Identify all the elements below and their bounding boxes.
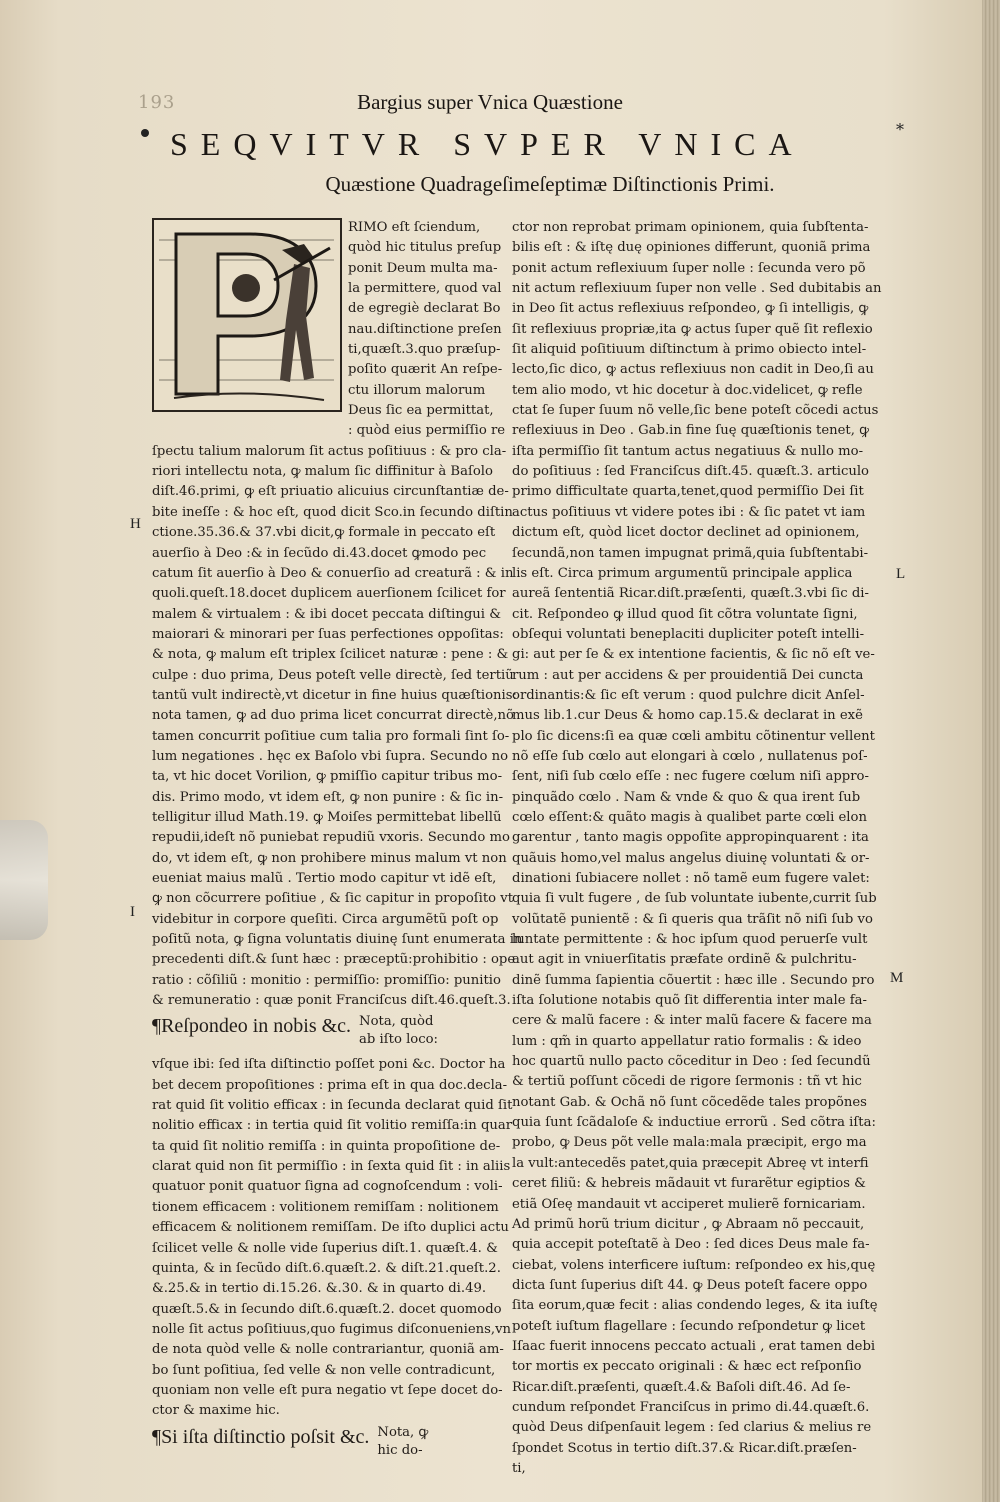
text-line: nolitio efficax : in tertia quid ſit volitio remiſſa:in quar	[152, 1118, 513, 1134]
right-column	[512, 218, 897, 1479]
note-line: Nota, quòd	[359, 1014, 434, 1030]
text-line: quia ſunt ſcãdaloſe & inductiue errorũ . Sed cõtra iſta:	[512, 1115, 876, 1131]
text-line: ta, vt hic docet Vorilion, ꝙ pmiſſio capitur tribus mo-	[152, 769, 503, 785]
text-line: bet decem propoſitiones : prima eſt in qua doc.decla-	[152, 1077, 508, 1093]
text-line: tionem efficacem : volitionem remiſſam : nolitionem	[152, 1199, 499, 1215]
text-line: rum : aut per accidens & per prouidentiã Dei cuncta	[512, 667, 864, 683]
text-line: maiorari & minorari per ſuas perfectiones oppoſitas:	[152, 626, 504, 642]
section-title: SEQVITVR SVPER VNICA	[170, 126, 805, 162]
text-line: bo ſunt poſitiua, ſed velle & non velle contradicunt,	[152, 1362, 496, 1378]
text-line: ſecundã,non tamen impugnat primã,quia ſubſtentabi-	[512, 545, 869, 561]
text-line: ſcilicet velle & nolle vide ſuperius diſt.1. quæſt.4. &	[152, 1240, 498, 1256]
text-line: ti,quæſt.3.quo præſup-	[348, 342, 501, 358]
text-line: poteſt iuſtum flagellare : ſecundo reſpondetur ꝙ licet	[512, 1318, 866, 1334]
text-line: quoli.queſt.18.docet duplicem auerſionem ſcilicet for	[152, 586, 506, 602]
text-line: nolle ſit actus poſitiuus,quo fugimus diſconueniens,vn	[152, 1321, 512, 1337]
text-line: hoc quartũ nullo pacto cõceditur in Deo : ſed ſecundũ	[512, 1054, 871, 1070]
note-line: Nota, ꝙ	[377, 1424, 429, 1440]
text-line: ta quid ſit nolitio remiſſa : in quinta propoſitione de-	[152, 1138, 501, 1154]
text-line: dictum eſt, quòd licet doctor declinet ad opinionem,	[512, 525, 860, 541]
subheading-si-ista	[152, 1424, 504, 1464]
text-line: primo difficultate quarta,tenet,quod permiſſio Dei ſit	[512, 484, 864, 500]
text-line: ordinantis:& ſic eſt verum : quod pulchre dicit Anſel-	[512, 687, 865, 703]
text-line: dinationi ſubiacere nollet : nõ tamẽ eum fugere valet:	[512, 871, 870, 886]
text-line: ctor & maxime hic.	[152, 1403, 280, 1419]
text-line: poſito quærit An reſpe-	[348, 362, 503, 378]
text-line: cit. Reſpondeo ꝙ illud quod ſit cõtra voluntate ſigni,	[512, 606, 858, 622]
text-line: videbitur in corpore queſiti. Circa argumẽtũ poſt op	[152, 911, 499, 927]
text-line: ſit aliquid poſitiuum diſtinctum à primo obiecto intel-	[512, 342, 867, 358]
subheading-note	[351, 1013, 438, 1049]
text-line: cœlo eſſent:& quãto magis à qualibet parte cœli elon	[512, 809, 867, 825]
text-line: ſent, niſi ſub cœlo eſſe : nec fugere cœlum niſi appro-	[512, 769, 869, 785]
text-line: ponit actum reflexiuum ſuper nolle : ſecunda vero põ	[512, 260, 866, 276]
text-line: obſequi voluntati beneplaciti dupliciter poteſt intelli-	[512, 626, 865, 642]
initial-wrapped-text	[152, 218, 504, 442]
text-line: quinta, & in ſecũdo diſt.6.quæſt.2. & diſt.21.queſt.2.	[152, 1260, 501, 1276]
text-line: eueniat maius malũ . Tertio modo capitur vt idẽ eſt,	[152, 871, 497, 886]
text-line: de egregiè declarat Bo	[348, 301, 501, 317]
text-line: lum negationes . hęc ex Baſolo vbi ſupra. Secundo no	[152, 748, 509, 764]
text-line: tamen concurrit poſitiue cum talia pro formali ſint ſo-	[152, 728, 510, 744]
text-line: vſque ibi: ſed iſta diſtinctio poſſet poni &c. Doctor ha	[152, 1057, 506, 1073]
text-line: diſt.46.primi, ꝙ eſt priuatio alicuius circunſtantiæ de-	[152, 484, 509, 500]
text-line: ctat ſe ſuper ſuum nõ velle,ſic bene poteſt cõcedi actus	[512, 403, 879, 419]
text-line: RIMO eſt ſciendum,	[348, 220, 481, 235]
text-line: Ricar.diſt.præſenti, quæſt.4.& Baſoli diſt.46. Ad ſe-	[512, 1379, 851, 1395]
text-line: Iſaac fuerit innocens peccato actuali , erat tamen debi	[512, 1338, 876, 1354]
text-line: bite ineſſe : & hoc eſt, quod dicit Sco.in ſecundo diſtin	[152, 504, 513, 520]
text-line: & nota, ꝙ malum eſt triplex ſcilicet naturæ : pene : &	[152, 647, 509, 663]
text-line: dicta ſunt ſuperius diſt 44. ꝙ Deus poteſt facere oppo	[512, 1277, 868, 1293]
margin-letter-m: M	[890, 970, 904, 986]
text-line: notant Gab. & Ochã nõ ſunt cõcedẽde tales propõnes	[512, 1094, 867, 1110]
text-line: repudii,ideſt nõ puniebat repudiũ vxoris. Secundo mo	[152, 830, 510, 846]
text-line: la permittere, quod val	[348, 281, 502, 297]
text-line: culpe : duo prima, Deus poteſt velle directè, ſed tertiũ	[152, 667, 514, 683]
text-line: probo, ꝙ Deus põt velle mala:mala præcipit, ergo ma	[512, 1135, 867, 1151]
margin-letter-h: H	[130, 516, 141, 532]
text-line: Deus ſic ea permittat,	[348, 403, 494, 419]
subheading-respondeo	[152, 1013, 504, 1053]
text-line: dinẽ ſumma ſapientia cõuertit : hæc ille . Secundo pro	[512, 972, 875, 988]
text-line: pinquãdo cœlo . Nam & vnde & quo & qua irent ſub	[512, 789, 861, 805]
text-line: nau.diſtinctione preſen	[348, 321, 502, 337]
text-line: in Deo ſit actus reflexiuus reſpondeo, ꝙ ſi intelligis, ꝙ	[512, 301, 869, 317]
subheading-note	[369, 1424, 428, 1460]
left-text-block-2	[152, 1055, 513, 1421]
text-line: ſpondet Scotus in tertio diſt.37.& Ricar.diſt.præſen-	[512, 1440, 857, 1456]
text-line: auerſio à Deo :& in ſecũdo di.43.docet ꝙmodo pec	[152, 545, 487, 561]
text-line: mus lib.1.cur Deus & homo cap.15.& declarat in exẽ	[512, 708, 863, 724]
text-line: precedenti diſt.& ſunt hæc : præceptũ:prohibitio : ope	[152, 952, 516, 968]
text-line: quia accepit poteſtatẽ à Deo : ſed dices Deus male fa-	[512, 1237, 870, 1253]
text-line: bilis eſt : & iſtę duę opiniones differunt, quoniã prima	[512, 240, 871, 256]
text-line: lecto,ſic dico, ꝙ actus reflexiuus non cadit in Deo,ſi au	[512, 362, 874, 378]
text-line: : quòd eius permiſſio re	[348, 423, 506, 439]
text-line: ctione.35.36.& 37.vbi dicit,ꝙ formale in peccato eſt	[152, 525, 496, 541]
text-line: & tertiũ poſſunt cõcedi de rigore ſermonis : tñ vt hic	[512, 1074, 862, 1090]
text-line: ſit reflexiuus propriæ,ita ꝙ actus ſuper quẽ ſit reflexio	[512, 321, 873, 337]
subheading-title: ¶Reſpondeo in nobis &c.	[152, 1015, 352, 1038]
text-line: ctor non reprobat primam opinionem, quia ſubſtenta-	[512, 220, 869, 235]
text-line: lum : qm̃ in quarto appellatur ratio formalis : & ideo	[512, 1033, 862, 1049]
text-line: tem alio modo, vt hic docetur à doc.videlicet, ꝙ refle	[512, 382, 863, 398]
text-line: tor mortis ex peccato originali : & hæc ect reſponſio	[512, 1359, 862, 1375]
text-line: dis. Primo modo, vt idem eſt, ꝙ non punire : & ſic in-	[152, 789, 504, 805]
text-line: ti,	[512, 1460, 526, 1476]
text-line: & remuneratio : quæ ponit Franciſcus diſt.46.queſt.3.	[152, 993, 511, 1009]
text-line: tantũ vult indirectè,vt dicetur in fine huius quæſtionis:	[152, 687, 517, 703]
text-line: iſta ſolutione notabis quõ ſit differentia inter male fa-	[512, 993, 867, 1009]
text-line: cere & malũ facere : & inter malũ facere & facere ma	[512, 1013, 872, 1029]
text-line: quãuis homo,vel malus angelus diuinę voluntati & or-	[512, 850, 870, 866]
text-line: do, vt idem eſt, ꝙ non prohibere minus malum vt non	[152, 850, 507, 866]
note-line: hic do-	[377, 1442, 423, 1458]
text-line: quòd hic titulus preſup	[348, 240, 502, 256]
text-line: rat quid ſit volitio efficax : in ſecunda declarat quid ſit	[152, 1098, 513, 1114]
text-line: luntate permittente : & hoc ipſum quod peruerſe vult	[512, 932, 868, 948]
text-line: actus poſitiuus vt videre potes ibi : & ſic patet vt iam	[512, 504, 866, 520]
text-line: quoniam non velle eſt pura negatio vt ſepe docet do-	[152, 1382, 503, 1398]
text-line: efficacem & nolitionem remiſſam. De iſto duplici actu	[152, 1220, 509, 1236]
text-line: ctu illorum malorum	[348, 382, 486, 398]
text-line: riori intellectu nota, ꝙ malum ſic diffinitur à Baſolo	[152, 464, 493, 480]
text-line: iſta permiſſio ſit tantum actus negatiuus & nullo mo-	[512, 443, 864, 459]
left-text-block	[152, 442, 523, 1012]
running-title: Bargius super Vnica Quæstione	[357, 90, 623, 114]
note-line: ab iſto loco:	[359, 1032, 438, 1048]
ornament-mark: *	[896, 120, 904, 139]
text-line: ſpectu talium malorum ſit actus poſitiuus : & pro cla-	[152, 443, 507, 459]
margin-letter-l: L	[896, 566, 906, 582]
text-line: volũtatẽ punientẽ : & ſi queris qua trãſit nõ niſi ſub vo	[512, 911, 873, 927]
margin-letter-i: I	[130, 904, 135, 920]
text-line: la vult:antecedẽs patet,quia præcepit Abreę vt interfi	[512, 1155, 869, 1171]
text-line: quæſt.5.& in ſecundo diſt.6.quæſt.2. docet quomodo	[152, 1301, 502, 1317]
text-line: ratio : cõſiliũ : monitio : permiſſio: promiſſio: punitio	[152, 972, 501, 988]
text-line: nõ eſſe ſub cœlo aut elongari à cœlo , nullatenus poſ-	[512, 748, 868, 764]
text-line: ceret filiũ: & hebreis mãdauit vt furarẽtur egiptios &	[512, 1176, 866, 1192]
text-line: ſita eorum,quæ fecit : alias condendo leges, & ita iuſtę	[512, 1298, 878, 1314]
text-line: etiã Oſeę mandauit vt acciperet mulierẽ fornicariam.	[512, 1196, 866, 1212]
page-clip	[0, 820, 48, 940]
text-line: de nota quòd velle & nolle contrariantur, quoniã am-	[152, 1342, 504, 1358]
text-line: gi: aut per ſe & ex intentione facientis, & ſic nõ eſt ve-	[512, 647, 875, 663]
text-line: quia ſi vult fugere , de ſub voluntate iubente,currit ſub	[512, 891, 877, 907]
text-line: lis eſt. Circa primum argumentũ principale applica	[512, 565, 853, 581]
text-line: ꝙ non cõcurrere poſitiue , & ſic capitur in propoſito vt	[152, 891, 514, 907]
text-line: nota tamen, ꝙ ad duo prima licet concurrat directè,nõ	[152, 708, 514, 724]
left-column	[152, 218, 523, 1466]
text-line: &.25.& in tertio di.15.26. &.30. & in quarto di.49.	[152, 1281, 487, 1297]
section-subtitle: Quæstione Quadrageſimeſeptimæ Diſtinctionis Primi.	[325, 172, 775, 196]
text-line: do poſitiuus : ſed Franciſcus diſt.45. quæſt.3. articulo	[512, 464, 869, 480]
text-line: malem & virtualem : & ibi docet peccata diſtingui &	[152, 606, 501, 622]
text-line: aut agit in vniuerſitatis præfate ordinẽ & pulchritu-	[512, 952, 857, 968]
text-line: quatuor ponit quatuor ſigna ad cognoſcendum : voli-	[152, 1179, 503, 1195]
page-edge	[982, 0, 1000, 1502]
text-line: reflexiuus in Deo . Gab.in fine ſuę quæſtionis tenet, ꝙ	[512, 423, 870, 439]
text-line: plo ſic dicens:ſi ea quæ cœli ambitu cõtinentur vellent	[512, 728, 875, 744]
text-line: ponit Deum multa ma-	[348, 260, 498, 276]
text-line: Ad primũ horũ trium dicitur , ꝙ Abraam nõ peccauit,	[512, 1216, 865, 1232]
page-number: 193	[138, 92, 176, 113]
text-line: aureã ſententiã Ricar.diſt.præſenti, quæſt.3.vbi ſic di-	[512, 586, 869, 602]
subheading-title: ¶Si iſta diſtinctio poſsit &c.	[152, 1425, 370, 1448]
text-line: cundum reſpondet Franciſcus in primo di.44.quæſt.6.	[512, 1399, 870, 1415]
text-line: garentur , tanto magis oppoſite appropinquarent : ita	[512, 830, 869, 846]
text-line: poſitũ nota, ꝙ ſigna voluntatis diuinę ſunt enumerata in	[152, 932, 523, 948]
ornament-dot	[141, 129, 149, 137]
text-line: quòd Deus diſpenſauit legem : ſed clarius & melius re	[512, 1420, 872, 1436]
text-line: clarat quid non ſit permiſſio : in ſexta quid ſit : in aliis	[152, 1159, 511, 1175]
text-line: nit actum reflexiuum ſuper non velle . Sed dubitabis an	[512, 281, 882, 297]
text-line: ciebat, volens interficere iuſtum: reſpondeo ex his,quę	[512, 1257, 876, 1273]
text-line: telligitur illud Math.19. ꝙ Moiſes permittebat libellũ	[152, 809, 502, 825]
text-line: catum ſit auerſio à Deo & conuerſio ad creaturã : & in	[152, 565, 514, 581]
